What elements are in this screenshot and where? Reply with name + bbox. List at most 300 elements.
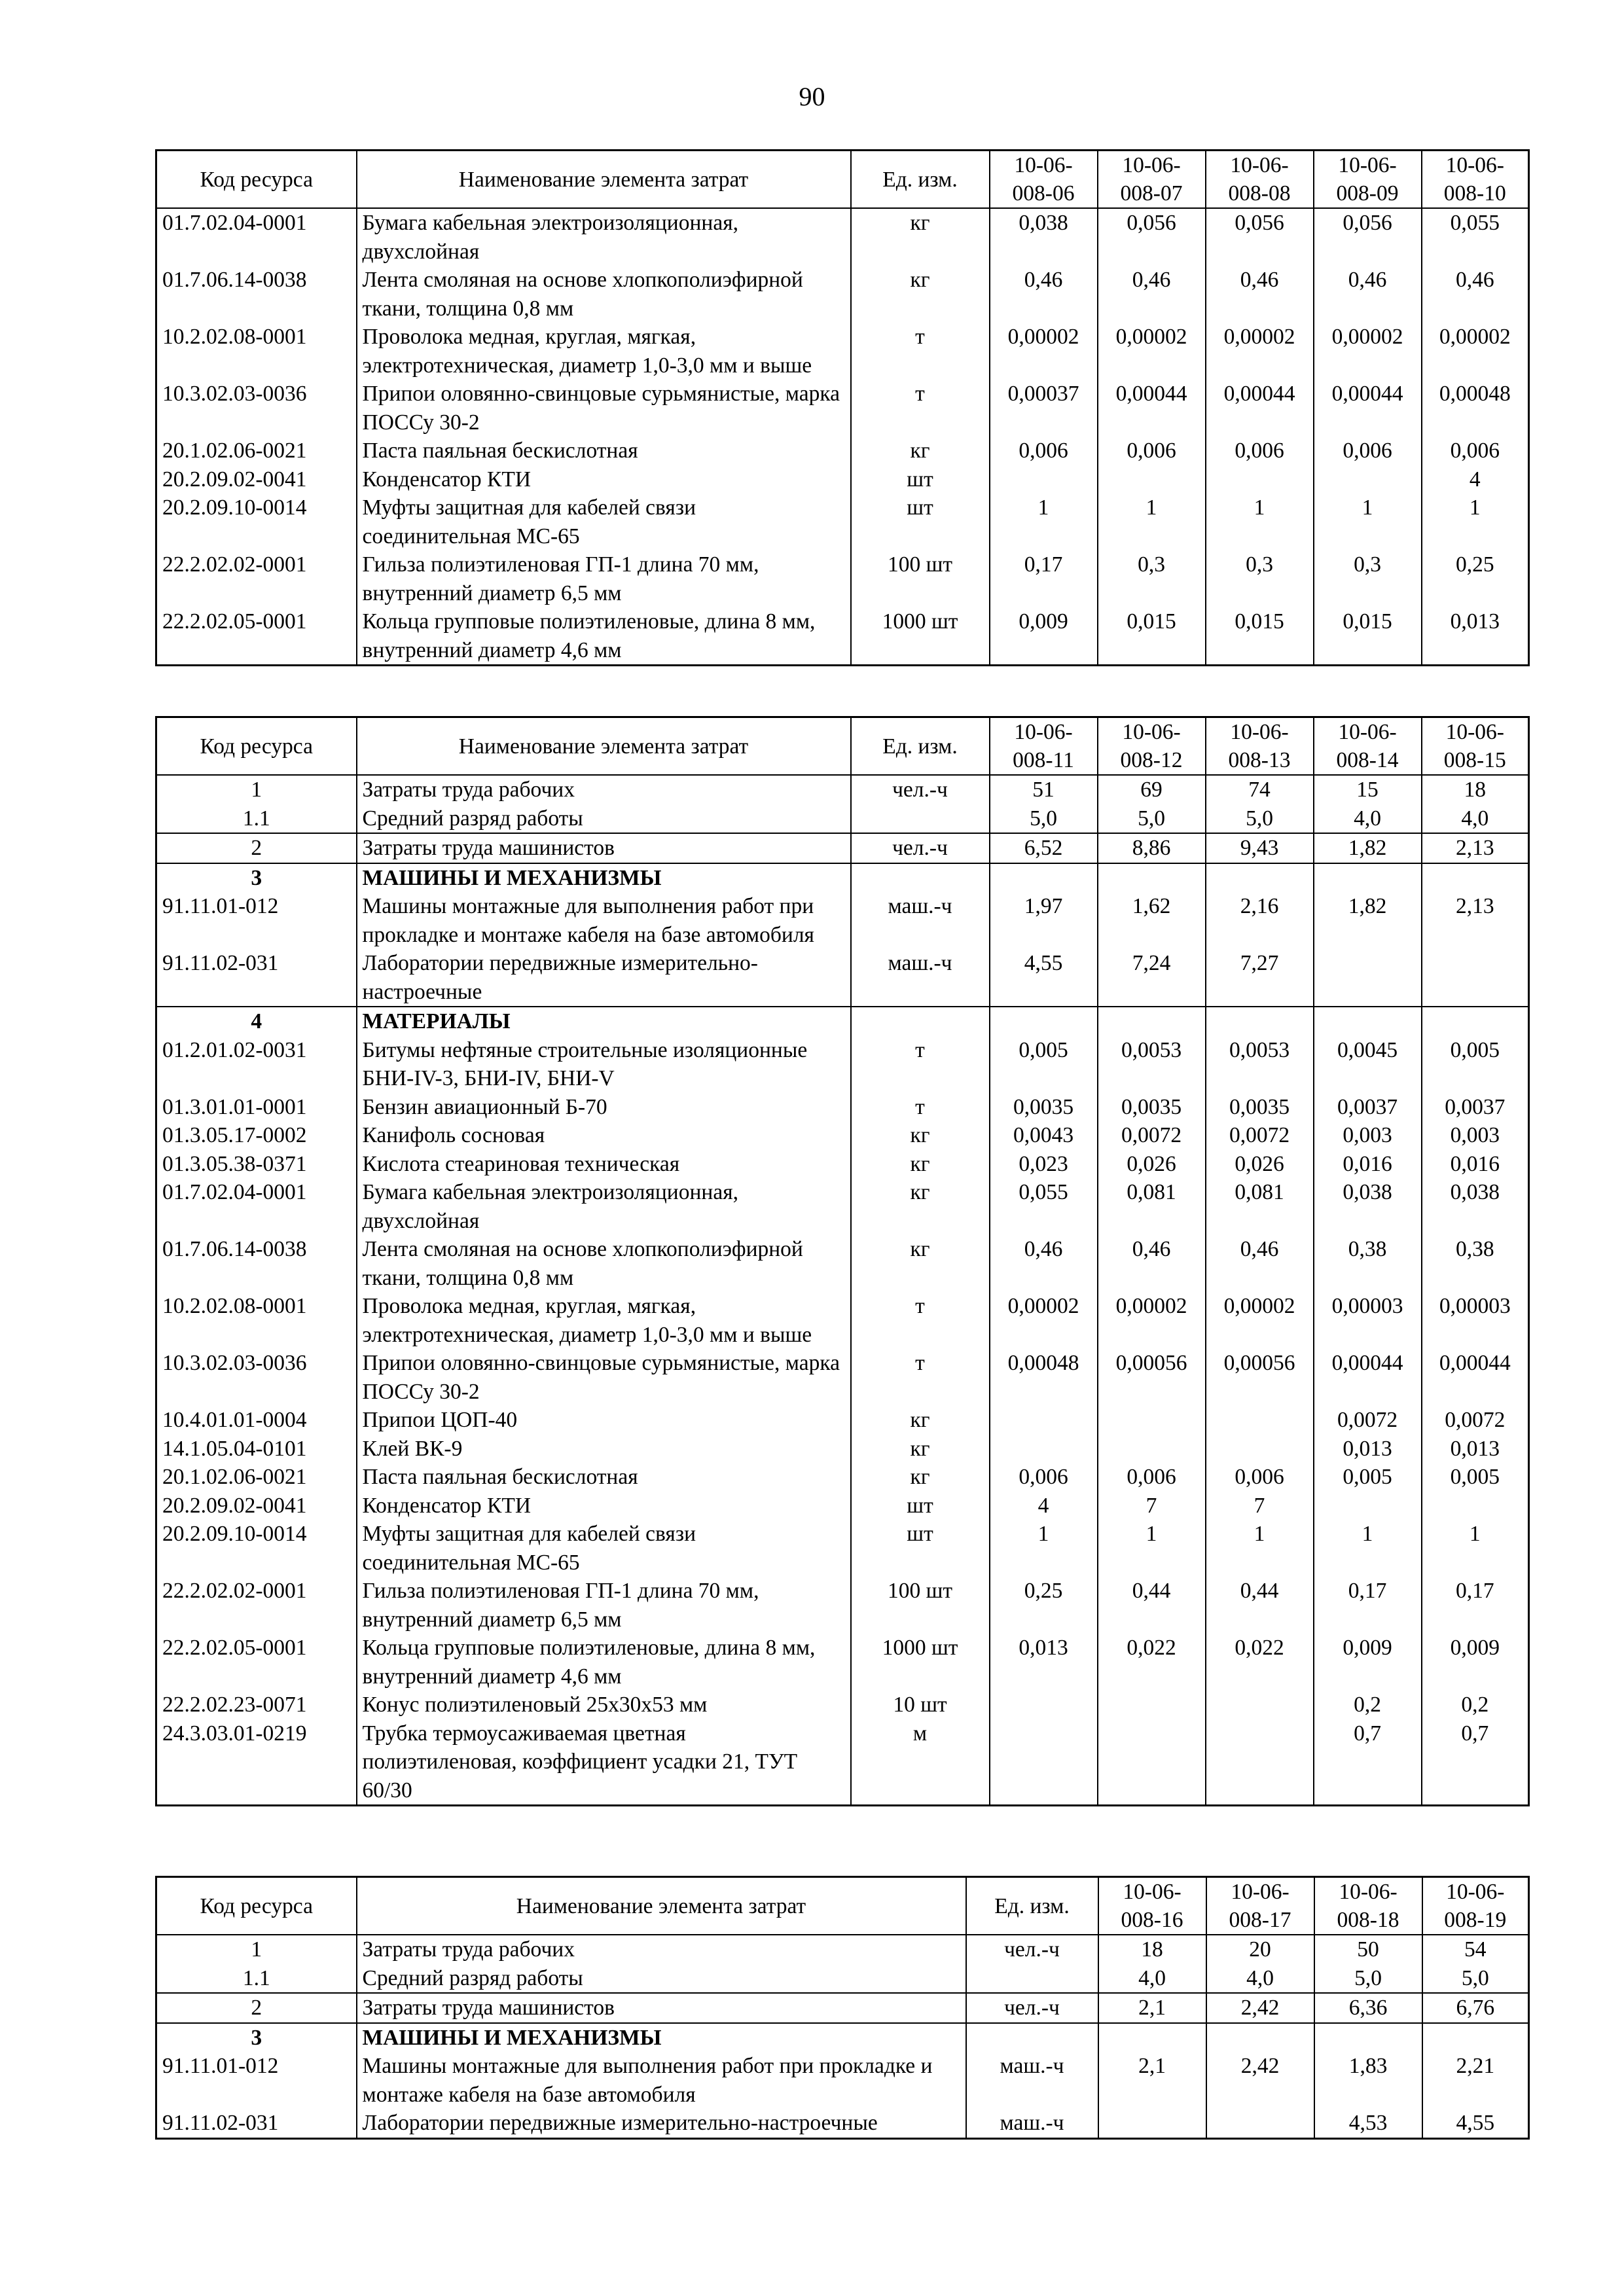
header-name: Наименование элемента затрат bbox=[357, 151, 851, 209]
resource-code-cell: 1 bbox=[156, 775, 357, 804]
value-cell: 7 bbox=[1098, 1492, 1206, 1520]
value-cell: 2,42 bbox=[1206, 2052, 1314, 2109]
cost-element-name-cell: Лаборатории передвижные измерительно-настроечные bbox=[357, 2109, 966, 2138]
value-cell: 0,056 bbox=[1314, 208, 1422, 266]
value-cell: 1,97 bbox=[990, 892, 1098, 949]
unit-cell: шт bbox=[851, 493, 990, 550]
value-cell: 2,13 bbox=[1422, 892, 1529, 949]
value-cell: 1 bbox=[990, 493, 1098, 550]
resource-code-cell: 10.3.02.03-0036 bbox=[156, 1349, 357, 1406]
value-cell: 0,7 bbox=[1314, 1719, 1422, 1806]
value-cell: 0,0072 bbox=[1206, 1121, 1314, 1150]
value-cell: 0,25 bbox=[1422, 550, 1529, 607]
cost-element-name-cell: Проволока медная, круглая, мягкая, электротехническая, диаметр 1,0-3,0 мм и выше bbox=[357, 1292, 851, 1349]
header-col: 10-06-008-10 bbox=[1422, 151, 1529, 209]
value-cell: 0,0053 bbox=[1206, 1036, 1314, 1093]
cost-element-name-cell: Муфты защитная для кабелей связи соединительная МС-65 bbox=[357, 493, 851, 550]
unit-cell: кг bbox=[851, 437, 990, 465]
value-cell: 9,43 bbox=[1206, 833, 1314, 863]
table-row bbox=[156, 1935, 1529, 1964]
value-cell bbox=[1098, 863, 1206, 893]
value-cell bbox=[1098, 465, 1206, 494]
unit-cell: кг bbox=[851, 1463, 990, 1492]
unit-cell: чел.-ч bbox=[851, 833, 990, 863]
value-cell bbox=[990, 1719, 1098, 1806]
value-cell: 0,056 bbox=[1098, 208, 1206, 266]
resource-code-cell: 01.3.05.38-0371 bbox=[156, 1150, 357, 1179]
value-cell bbox=[1314, 2023, 1422, 2053]
value-cell: 18 bbox=[1422, 775, 1529, 804]
unit-cell: т bbox=[851, 380, 990, 437]
value-cell bbox=[1098, 2023, 1206, 2053]
header-code: Код ресурса bbox=[156, 717, 357, 776]
value-cell: 0,25 bbox=[990, 1577, 1098, 1634]
value-cell: 0,00002 bbox=[1422, 323, 1529, 380]
cost-element-name-cell: Канифоль сосновая bbox=[357, 1121, 851, 1150]
value-cell: 0,0045 bbox=[1314, 1036, 1422, 1093]
value-cell: 0,0035 bbox=[990, 1093, 1098, 1122]
value-cell: 0,0037 bbox=[1422, 1093, 1529, 1122]
value-cell: 0,006 bbox=[1206, 1463, 1314, 1492]
value-cell: 74 bbox=[1206, 775, 1314, 804]
cost-element-name-cell: Проволока медная, круглая, мягкая, электротехническая, диаметр 1,0-3,0 мм и выше bbox=[357, 323, 851, 380]
value-cell bbox=[1422, 949, 1529, 1007]
unit-cell: маш.-ч bbox=[966, 2052, 1098, 2109]
header-unit: Ед. изм. bbox=[966, 1877, 1098, 1935]
table-header-row bbox=[156, 1877, 1529, 1935]
unit-cell: 1000 шт bbox=[851, 1634, 990, 1691]
resource-code-cell: 01.2.01.02-0031 bbox=[156, 1036, 357, 1093]
header-col: 10-06-008-15 bbox=[1422, 717, 1529, 776]
cost-element-name-cell: Конденсатор КТИ bbox=[357, 1492, 851, 1520]
unit-cell: кг bbox=[851, 1178, 990, 1235]
cost-element-name-cell: Клей ВК-9 bbox=[357, 1435, 851, 1463]
cost-element-name-cell: МАШИНЫ И МЕХАНИЗМЫ bbox=[357, 2023, 966, 2053]
cost-element-name-cell: Лента смоляная на основе хлопкополиэфирной ткани, толщина 0,8 мм bbox=[357, 1235, 851, 1292]
value-cell: 0,3 bbox=[1314, 550, 1422, 607]
value-cell: 0,46 bbox=[1098, 1235, 1206, 1292]
value-cell: 0,055 bbox=[990, 1178, 1098, 1235]
value-cell: 0,003 bbox=[1422, 1121, 1529, 1150]
unit-cell: маш.-ч bbox=[851, 949, 990, 1007]
value-cell: 1 bbox=[1422, 493, 1529, 550]
header-code: Код ресурса bbox=[156, 1877, 357, 1935]
value-cell: 50 bbox=[1314, 1935, 1422, 1964]
value-cell bbox=[990, 1007, 1098, 1036]
header-name: Наименование элемента затрат bbox=[357, 1877, 966, 1935]
table-row bbox=[156, 437, 1529, 465]
resource-code-cell: 2 bbox=[156, 833, 357, 863]
resource-code-cell: 20.2.09.02-0041 bbox=[156, 465, 357, 494]
value-cell: 0,44 bbox=[1098, 1577, 1206, 1634]
value-cell: 6,76 bbox=[1422, 1993, 1529, 2023]
value-cell: 4,53 bbox=[1314, 2109, 1422, 2138]
resource-table-3 bbox=[155, 1876, 1530, 2140]
cost-element-name-cell: Затраты труда машинистов bbox=[357, 1993, 966, 2023]
value-cell: 0,005 bbox=[1422, 1463, 1529, 1492]
unit-cell: 100 шт bbox=[851, 550, 990, 607]
cost-element-name-cell: Конус полиэтиленовый 25х30х53 мм bbox=[357, 1691, 851, 1719]
value-cell: 0,00056 bbox=[1206, 1349, 1314, 1406]
unit-cell: т bbox=[851, 1093, 990, 1122]
value-cell bbox=[1314, 1007, 1422, 1036]
value-cell: 0,038 bbox=[1314, 1178, 1422, 1235]
unit-cell: кг bbox=[851, 266, 990, 323]
header-col: 10-06-008-13 bbox=[1206, 717, 1314, 776]
table-row bbox=[156, 833, 1529, 863]
value-cell bbox=[1206, 1007, 1314, 1036]
value-cell: 8,86 bbox=[1098, 833, 1206, 863]
cost-element-name-cell: Машины монтажные для выполнения работ при прокладке и монтаже кабеля на базе автомобиля bbox=[357, 2052, 966, 2109]
cost-element-name-cell: Муфты защитная для кабелей связи соединительная МС-65 bbox=[357, 1520, 851, 1577]
cost-element-name-cell: Затраты труда рабочих bbox=[357, 775, 851, 804]
value-cell: 0,46 bbox=[1206, 266, 1314, 323]
value-cell: 0,38 bbox=[1422, 1235, 1529, 1292]
table-row bbox=[156, 949, 1529, 1007]
cost-element-name-cell: МАШИНЫ И МЕХАНИЗМЫ bbox=[357, 863, 851, 893]
table-row bbox=[156, 1178, 1529, 1235]
value-cell: 0,17 bbox=[990, 550, 1098, 607]
unit-cell: маш.-ч bbox=[966, 2109, 1098, 2138]
table-header-row bbox=[156, 151, 1529, 209]
table-row bbox=[156, 1150, 1529, 1179]
value-cell: 7,24 bbox=[1098, 949, 1206, 1007]
value-cell: 0,005 bbox=[990, 1036, 1098, 1093]
value-cell bbox=[1098, 1435, 1206, 1463]
resource-code-cell: 3 bbox=[156, 2023, 357, 2053]
value-cell: 0,00044 bbox=[1314, 1349, 1422, 1406]
value-cell bbox=[1206, 863, 1314, 893]
cost-element-name-cell: Припои ЦОП-40 bbox=[357, 1406, 851, 1435]
value-cell: 54 bbox=[1422, 1935, 1529, 1964]
value-cell: 0,016 bbox=[1314, 1150, 1422, 1179]
value-cell: 0,006 bbox=[990, 437, 1098, 465]
value-cell: 2,1 bbox=[1098, 2052, 1206, 2109]
value-cell: 0,022 bbox=[1098, 1634, 1206, 1691]
unit-cell: шт bbox=[851, 1492, 990, 1520]
cost-element-name-cell: Бензин авиационный Б-70 bbox=[357, 1093, 851, 1122]
unit-cell: шт bbox=[851, 1520, 990, 1577]
value-cell: 0,46 bbox=[990, 1235, 1098, 1292]
value-cell: 0,00003 bbox=[1422, 1292, 1529, 1349]
unit-cell bbox=[966, 1964, 1098, 1994]
resource-code-cell: 22.2.02.05-0001 bbox=[156, 1634, 357, 1691]
value-cell: 7 bbox=[1206, 1492, 1314, 1520]
cost-element-name-cell: Гильза полиэтиленовая ГП-1 длина 70 мм, внутренний диаметр 6,5 мм bbox=[357, 1577, 851, 1634]
value-cell: 0,006 bbox=[1098, 1463, 1206, 1492]
value-cell: 0,0037 bbox=[1314, 1093, 1422, 1122]
cost-element-name-cell: Машины монтажные для выполнения работ при прокладке и монтаже кабеля на базе автомобиля bbox=[357, 892, 851, 949]
unit-cell: т bbox=[851, 1036, 990, 1093]
unit-cell: 10 шт bbox=[851, 1691, 990, 1719]
value-cell: 0,3 bbox=[1206, 550, 1314, 607]
resource-code-cell: 24.3.03.01-0219 bbox=[156, 1719, 357, 1806]
resource-code-cell: 3 bbox=[156, 863, 357, 893]
value-cell: 0,17 bbox=[1314, 1577, 1422, 1634]
cost-element-name-cell: Припои оловянно-свинцовые сурьмянистые, марка ПОССу 30-2 bbox=[357, 380, 851, 437]
resource-code-cell: 01.7.06.14-0038 bbox=[156, 1235, 357, 1292]
value-cell: 1 bbox=[1314, 493, 1422, 550]
table-row bbox=[156, 1292, 1529, 1349]
resource-code-cell: 22.2.02.02-0001 bbox=[156, 550, 357, 607]
value-cell: 0,00044 bbox=[1098, 380, 1206, 437]
resource-code-cell: 1.1 bbox=[156, 804, 357, 834]
value-cell bbox=[1206, 1435, 1314, 1463]
unit-cell: маш.-ч bbox=[851, 892, 990, 949]
table-row bbox=[156, 1964, 1529, 1994]
table-row bbox=[156, 323, 1529, 380]
value-cell: 0,013 bbox=[990, 1634, 1098, 1691]
value-cell: 0,023 bbox=[990, 1150, 1098, 1179]
value-cell: 0,0053 bbox=[1098, 1036, 1206, 1093]
value-cell bbox=[990, 863, 1098, 893]
value-cell: 0,00044 bbox=[1422, 1349, 1529, 1406]
cost-element-name-cell: Кислота стеариновая техническая bbox=[357, 1150, 851, 1179]
value-cell: 0,2 bbox=[1314, 1691, 1422, 1719]
value-cell: 4,0 bbox=[1098, 1964, 1206, 1994]
value-cell: 1,82 bbox=[1314, 833, 1422, 863]
value-cell: 0,46 bbox=[1206, 1235, 1314, 1292]
unit-cell: чел.-ч bbox=[966, 1935, 1098, 1964]
table-row bbox=[156, 493, 1529, 550]
value-cell bbox=[1422, 2023, 1529, 2053]
value-cell: 0,009 bbox=[1314, 1634, 1422, 1691]
header-col: 10-06-008-07 bbox=[1098, 151, 1206, 209]
value-cell: 0,00002 bbox=[1206, 1292, 1314, 1349]
value-cell: 0,00002 bbox=[1098, 1292, 1206, 1349]
value-cell: 0,0072 bbox=[1098, 1121, 1206, 1150]
unit-cell: кг bbox=[851, 1406, 990, 1435]
resource-code-cell: 01.3.05.17-0002 bbox=[156, 1121, 357, 1150]
value-cell bbox=[1206, 2109, 1314, 2138]
header-unit: Ед. изм. bbox=[851, 151, 990, 209]
value-cell: 0,0035 bbox=[1206, 1093, 1314, 1122]
value-cell: 15 bbox=[1314, 775, 1422, 804]
cost-element-name-cell: Средний разряд работы bbox=[357, 804, 851, 834]
resource-code-cell: 01.7.02.04-0001 bbox=[156, 208, 357, 266]
table-row bbox=[156, 208, 1529, 266]
value-cell bbox=[1098, 1406, 1206, 1435]
value-cell: 0,46 bbox=[1098, 266, 1206, 323]
value-cell: 0,009 bbox=[990, 607, 1098, 666]
table-row bbox=[156, 380, 1529, 437]
value-cell: 0,44 bbox=[1206, 1577, 1314, 1634]
table-row bbox=[156, 2109, 1529, 2138]
value-cell: 0,006 bbox=[1314, 437, 1422, 465]
value-cell: 4 bbox=[1422, 465, 1529, 494]
value-cell: 0,022 bbox=[1206, 1634, 1314, 1691]
unit-cell: 1000 шт bbox=[851, 607, 990, 666]
header-col: 10-06-008-17 bbox=[1206, 1877, 1314, 1935]
unit-cell: кг bbox=[851, 1235, 990, 1292]
value-cell: 0,46 bbox=[990, 266, 1098, 323]
resource-code-cell: 1.1 bbox=[156, 1964, 357, 1994]
resource-code-cell: 91.11.02-031 bbox=[156, 2109, 357, 2138]
resource-code-cell: 20.2.09.10-0014 bbox=[156, 493, 357, 550]
header-col: 10-06-008-08 bbox=[1206, 151, 1314, 209]
cost-element-name-cell: Бумага кабельная электроизоляционная, двухслойная bbox=[357, 1178, 851, 1235]
header-col: 10-06-008-14 bbox=[1314, 717, 1422, 776]
cost-element-name-cell: Трубка термоусаживаемая цветная полиэтиленовая, коэффициент усадки 21, ТУТ 60/30 bbox=[357, 1719, 851, 1806]
header-name: Наименование элемента затрат bbox=[357, 717, 851, 776]
table-row bbox=[156, 1121, 1529, 1150]
value-cell: 0,38 bbox=[1314, 1235, 1422, 1292]
table-row bbox=[156, 1036, 1529, 1093]
resource-code-cell: 91.11.01-012 bbox=[156, 892, 357, 949]
resource-code-cell: 20.2.09.10-0014 bbox=[156, 1520, 357, 1577]
cost-element-name-cell: Битумы нефтяные строительные изоляционные БНИ-IV-3, БНИ-IV, БНИ-V bbox=[357, 1036, 851, 1093]
value-cell: 0,005 bbox=[1314, 1463, 1422, 1492]
resource-code-cell: 22.2.02.05-0001 bbox=[156, 607, 357, 666]
value-cell: 2,13 bbox=[1422, 833, 1529, 863]
value-cell bbox=[990, 1406, 1098, 1435]
resource-code-cell: 20.1.02.06-0021 bbox=[156, 1463, 357, 1492]
value-cell: 0,055 bbox=[1422, 208, 1529, 266]
table-row bbox=[156, 1492, 1529, 1520]
value-cell bbox=[1098, 1719, 1206, 1806]
cost-element-name-cell: Бумага кабельная электроизоляционная, двухслойная bbox=[357, 208, 851, 266]
table-row bbox=[156, 775, 1529, 804]
cost-element-name-cell: Лента смоляная на основе хлопкополиэфирной ткани, толщина 0,8 мм bbox=[357, 266, 851, 323]
resource-code-cell: 10.2.02.08-0001 bbox=[156, 1292, 357, 1349]
cost-element-name-cell: Гильза полиэтиленовая ГП-1 длина 70 мм, внутренний диаметр 6,5 мм bbox=[357, 550, 851, 607]
value-cell: 0,006 bbox=[1422, 437, 1529, 465]
cost-element-name-cell: Конденсатор КТИ bbox=[357, 465, 851, 494]
unit-cell bbox=[851, 1007, 990, 1036]
value-cell bbox=[990, 1691, 1098, 1719]
value-cell bbox=[1314, 949, 1422, 1007]
header-col: 10-06-008-09 bbox=[1314, 151, 1422, 209]
value-cell: 1 bbox=[1206, 1520, 1314, 1577]
value-cell: 0,00002 bbox=[990, 1292, 1098, 1349]
unit-cell: кг bbox=[851, 1435, 990, 1463]
value-cell: 0,013 bbox=[1314, 1435, 1422, 1463]
value-cell: 1,62 bbox=[1098, 892, 1206, 949]
header-col: 10-06-008-18 bbox=[1314, 1877, 1422, 1935]
cost-element-name-cell: Паста паяльная бескислотная bbox=[357, 1463, 851, 1492]
value-cell: 4 bbox=[990, 1492, 1098, 1520]
value-cell: 1 bbox=[1314, 1520, 1422, 1577]
value-cell: 6,52 bbox=[990, 833, 1098, 863]
value-cell: 5,0 bbox=[1206, 804, 1314, 834]
table-row bbox=[156, 1463, 1529, 1492]
value-cell: 0,00002 bbox=[1098, 323, 1206, 380]
cost-element-name-cell: МАТЕРИАЛЫ bbox=[357, 1007, 851, 1036]
cost-element-name-cell: Припои оловянно-свинцовые сурьмянистые, марка ПОССу 30-2 bbox=[357, 1349, 851, 1406]
value-cell: 0,003 bbox=[1314, 1121, 1422, 1150]
value-cell bbox=[1206, 1719, 1314, 1806]
value-cell: 0,7 bbox=[1422, 1719, 1529, 1806]
table-row bbox=[156, 1435, 1529, 1463]
value-cell: 0,00048 bbox=[990, 1349, 1098, 1406]
resource-code-cell: 22.2.02.02-0001 bbox=[156, 1577, 357, 1634]
unit-cell: кг bbox=[851, 208, 990, 266]
value-cell: 0,009 bbox=[1422, 1634, 1529, 1691]
page-number: 90 bbox=[799, 82, 825, 111]
resource-code-cell: 01.7.06.14-0038 bbox=[156, 266, 357, 323]
table-row bbox=[156, 465, 1529, 494]
cost-element-name-cell: Кольца групповые полиэтиленовые, длина 8 мм, внутренний диаметр 4,6 мм bbox=[357, 1634, 851, 1691]
value-cell: 0,00002 bbox=[990, 323, 1098, 380]
value-cell: 2,42 bbox=[1206, 1993, 1314, 2023]
value-cell: 0,17 bbox=[1422, 1577, 1529, 1634]
resource-code-cell: 14.1.05.04-0101 bbox=[156, 1435, 357, 1463]
value-cell: 6,36 bbox=[1314, 1993, 1422, 2023]
table-row bbox=[156, 863, 1529, 893]
value-cell: 1 bbox=[1206, 493, 1314, 550]
value-cell: 0,0072 bbox=[1314, 1406, 1422, 1435]
value-cell bbox=[1314, 1492, 1422, 1520]
value-cell: 5,0 bbox=[1098, 804, 1206, 834]
value-cell bbox=[1422, 863, 1529, 893]
header-col: 10-06-008-06 bbox=[990, 151, 1098, 209]
value-cell bbox=[1098, 1691, 1206, 1719]
value-cell bbox=[1422, 1007, 1529, 1036]
value-cell: 0,038 bbox=[990, 208, 1098, 266]
unit-cell: т bbox=[851, 1292, 990, 1349]
resource-code-cell: 91.11.01-012 bbox=[156, 2052, 357, 2109]
header-col: 10-06-008-19 bbox=[1422, 1877, 1529, 1935]
unit-cell bbox=[966, 2023, 1098, 2053]
header-unit: Ед. изм. bbox=[851, 717, 990, 776]
value-cell: 0,00048 bbox=[1422, 380, 1529, 437]
value-cell: 4,0 bbox=[1422, 804, 1529, 834]
value-cell: 0,056 bbox=[1206, 208, 1314, 266]
unit-cell: кг bbox=[851, 1150, 990, 1179]
table-row bbox=[156, 1406, 1529, 1435]
value-cell bbox=[1098, 2109, 1206, 2138]
header-col: 10-06-008-16 bbox=[1098, 1877, 1206, 1935]
value-cell: 4,55 bbox=[1422, 2109, 1529, 2138]
unit-cell: т bbox=[851, 1349, 990, 1406]
value-cell bbox=[1422, 1492, 1529, 1520]
value-cell: 51 bbox=[990, 775, 1098, 804]
table-row bbox=[156, 2023, 1529, 2053]
table-row bbox=[156, 1993, 1529, 2023]
table-row bbox=[156, 2052, 1529, 2109]
value-cell: 0,013 bbox=[1422, 1435, 1529, 1463]
header-code: Код ресурса bbox=[156, 151, 357, 209]
value-cell: 7,27 bbox=[1206, 949, 1314, 1007]
table-row bbox=[156, 1719, 1529, 1806]
value-cell: 18 bbox=[1098, 1935, 1206, 1964]
value-cell: 0,3 bbox=[1098, 550, 1206, 607]
header-col: 10-06-008-11 bbox=[990, 717, 1098, 776]
value-cell: 1 bbox=[990, 1520, 1098, 1577]
value-cell: 4,0 bbox=[1206, 1964, 1314, 1994]
value-cell: 0,006 bbox=[1098, 437, 1206, 465]
value-cell: 69 bbox=[1098, 775, 1206, 804]
value-cell: 1 bbox=[1422, 1520, 1529, 1577]
resource-code-cell: 01.3.01.01-0001 bbox=[156, 1093, 357, 1122]
table-row bbox=[156, 607, 1529, 666]
value-cell: 0,006 bbox=[990, 1463, 1098, 1492]
value-cell: 0,081 bbox=[1098, 1178, 1206, 1235]
value-cell: 0,006 bbox=[1206, 437, 1314, 465]
resource-table-2 bbox=[155, 716, 1530, 1806]
header-col: 10-06-008-12 bbox=[1098, 717, 1206, 776]
value-cell bbox=[1206, 1691, 1314, 1719]
value-cell: 0,016 bbox=[1422, 1150, 1529, 1179]
value-cell: 0,081 bbox=[1206, 1178, 1314, 1235]
value-cell: 0,0072 bbox=[1422, 1406, 1529, 1435]
value-cell: 0,0043 bbox=[990, 1121, 1098, 1150]
value-cell: 5,0 bbox=[1422, 1964, 1529, 1994]
unit-cell: чел.-ч bbox=[851, 775, 990, 804]
value-cell: 1,83 bbox=[1314, 2052, 1422, 2109]
table-row bbox=[156, 1520, 1529, 1577]
resource-code-cell: 91.11.02-031 bbox=[156, 949, 357, 1007]
